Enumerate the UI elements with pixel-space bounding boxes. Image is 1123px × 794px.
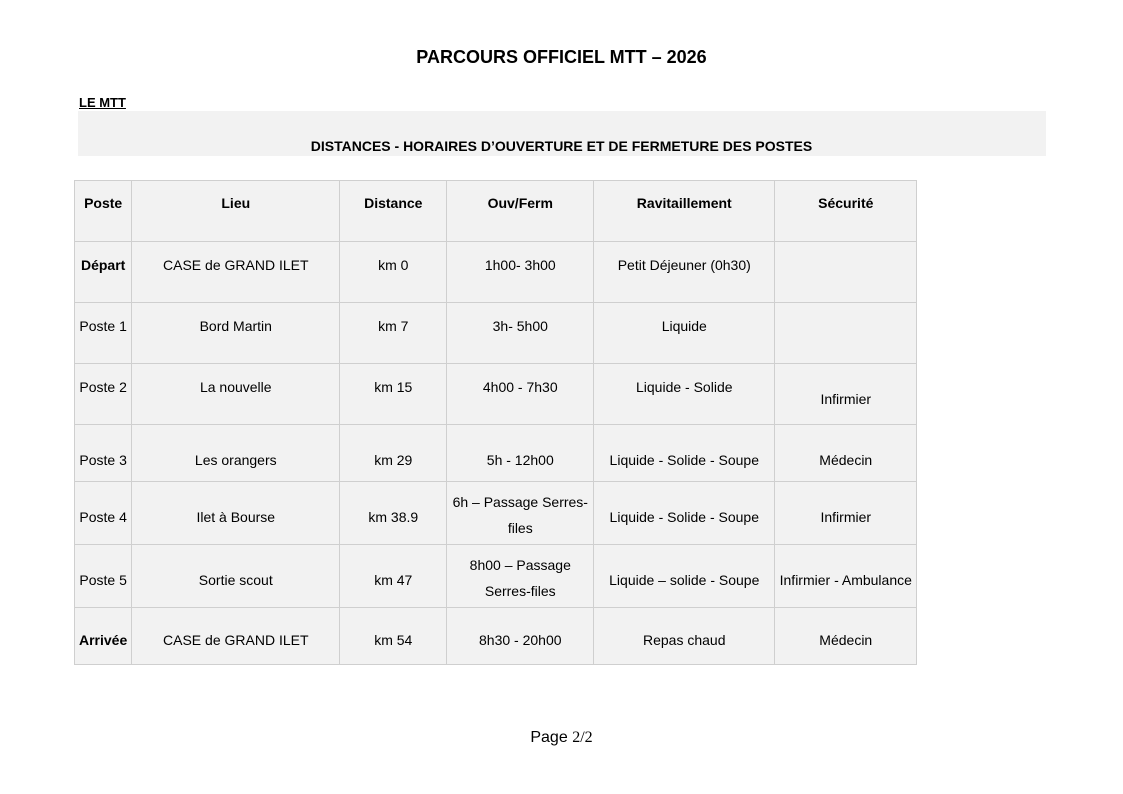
table-cell: Infirmier (775, 482, 917, 545)
table-cell: km 54 (340, 608, 447, 665)
table-cell: 3h- 5h00 (447, 303, 594, 364)
table-row (75, 242, 917, 303)
header-ouv-ferm: Ouv/Ferm (447, 181, 594, 242)
table-cell: Les orangers (132, 425, 340, 482)
table-cell: km 15 (340, 364, 447, 425)
table-row (75, 608, 917, 665)
table-cell: 5h - 12h00 (447, 425, 594, 482)
table-cell (775, 303, 917, 364)
table-cell: CASE de GRAND ILET (132, 242, 340, 303)
stations-table (74, 180, 917, 665)
table-cell: Liquide - Solide (594, 364, 775, 425)
table-cell: km 38.9 (340, 482, 447, 545)
table-header-row (75, 181, 917, 242)
table-cell: 8h00 – Passage Serres-files (447, 545, 594, 608)
table-cell: Médecin (775, 608, 917, 665)
table-cell: Poste 1 (75, 303, 132, 364)
table-cell: Infirmier - Ambulance (775, 545, 917, 608)
table-cell: Médecin (775, 425, 917, 482)
page-label: Page (530, 729, 568, 746)
table-cell: 1h00- 3h00 (447, 242, 594, 303)
table-cell: Poste 4 (75, 482, 132, 545)
table-row (75, 545, 917, 608)
table-cell: La nouvelle (132, 364, 340, 425)
table-row (75, 425, 917, 482)
page-footer (0, 728, 1123, 748)
page-number: 2/2 (572, 729, 593, 746)
section-label: LE MTT (79, 95, 126, 110)
table-row (75, 482, 917, 545)
table-cell: 4h00 - 7h30 (447, 364, 594, 425)
table-cell: Sortie scout (132, 545, 340, 608)
header-lieu: Lieu (132, 181, 340, 242)
table-cell: Poste 3 (75, 425, 132, 482)
header-ravitaillement: Ravitaillement (594, 181, 775, 242)
table-row (75, 364, 917, 425)
table-cell: Arrivée (75, 608, 132, 665)
table-cell: km 47 (340, 545, 447, 608)
header-securite: Sécurité (775, 181, 917, 242)
table-cell: km 0 (340, 242, 447, 303)
table-cell (775, 242, 917, 303)
table-cell: Poste 2 (75, 364, 132, 425)
table-cell: Ilet à Bourse (132, 482, 340, 545)
table-cell: Poste 5 (75, 545, 132, 608)
table-row (75, 303, 917, 364)
table-cell: Repas chaud (594, 608, 775, 665)
table-cell: km 29 (340, 425, 447, 482)
table-cell: Liquide – solide - Soupe (594, 545, 775, 608)
table-cell: 8h30 - 20h00 (447, 608, 594, 665)
header-poste: Poste (75, 181, 132, 242)
table-cell: Liquide - Solide - Soupe (594, 425, 775, 482)
header-distance: Distance (340, 181, 447, 242)
table-cell: CASE de GRAND ILET (132, 608, 340, 665)
document-title: PARCOURS OFFICIEL MTT – 2026 (416, 47, 707, 67)
table-cell: Petit Déjeuner (0h30) (594, 242, 775, 303)
table-cell: Infirmier (775, 364, 917, 425)
banner-title: DISTANCES - HORAIRES D’OUVERTURE ET DE FERMETURE DES POSTES (310, 138, 813, 154)
section-banner (78, 111, 1046, 156)
table-cell: 6h – Passage Serres-files (447, 482, 594, 545)
table-cell: Liquide (594, 303, 775, 364)
table-cell: km 7 (340, 303, 447, 364)
table-cell: Départ (75, 242, 132, 303)
table-cell: Bord Martin (132, 303, 340, 364)
table-cell: Liquide - Solide - Soupe (594, 482, 775, 545)
